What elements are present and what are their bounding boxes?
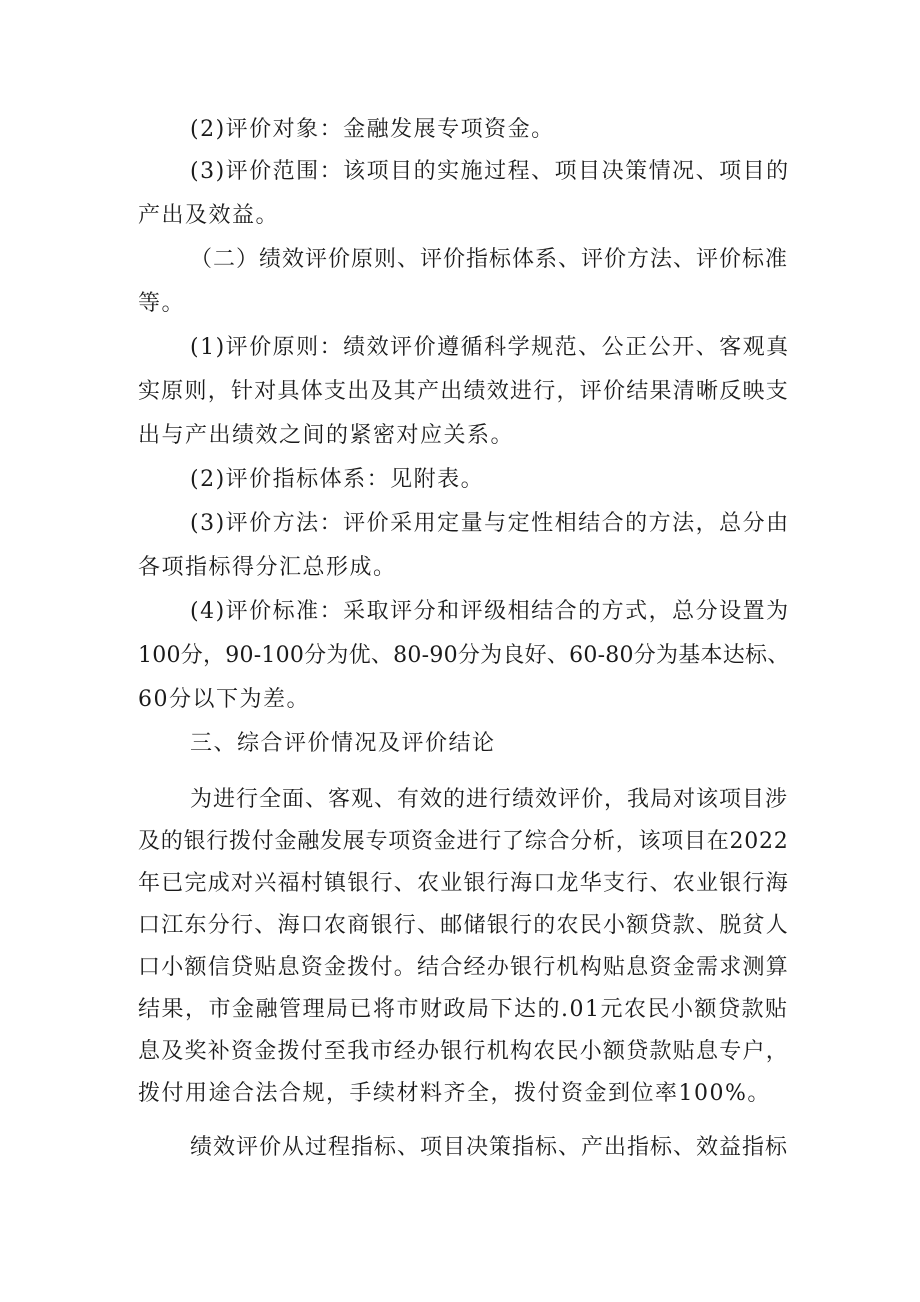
paragraph-eval-standard: (4)评价标准：采取评分和评级相结合的方式，总分设置为 (190, 599, 790, 624)
paragraph-eval-scope-cont: 产出及效益。 (138, 203, 280, 228)
paragraph-conclusion-cont-7: 拨付用途合法合规，手续材料齐全，拨付资金到位率100%。 (138, 1081, 771, 1106)
paragraph-conclusion-cont-3: 口江东分行、海口农商银行、邮储银行的农民小额贷款、脱贫人 (138, 913, 790, 938)
paragraph-eval-standard-cont-2: 60分以下为差。 (138, 687, 310, 712)
section-heading-principles: （二）绩效评价原则、评价指标体系、评价方法、评价标准 (190, 247, 789, 272)
paragraph-eval-scope: (3)评价范围：该项目的实施过程、项目决策情况、项目的 (190, 159, 790, 184)
paragraph-eval-method-cont: 各项指标得分汇总形成。 (138, 555, 397, 580)
paragraph-conclusion-cont-4: 口小额信贷贴息资金拨付。结合经办银行机构贴息资金需求测算 (138, 955, 790, 980)
paragraph-conclusion: 为进行全面、客观、有效的进行绩效评价，我局对该项目涉 (190, 787, 789, 812)
paragraph-performance-indicators: 绩效评价从过程指标、项目决策指标、产出指标、效益指标 (190, 1135, 789, 1160)
section-heading-conclusion: 三、综合评价情况及评价结论 (190, 731, 496, 756)
paragraph-conclusion-cont-1: 及的银行拨付金融发展专项资金进行了综合分析，该项目在2022 (138, 829, 789, 854)
paragraph-eval-standard-cont-1: 100分，90-100分为优、80-90分为良好、60-80分为基本达标、 (138, 643, 790, 668)
paragraph-conclusion-cont-2: 年已完成对兴福村镇银行、农业银行海口龙华支行、农业银行海 (138, 871, 790, 896)
paragraph-principles-cont-2: 出与产出绩效之间的紧密对应关系。 (138, 423, 515, 448)
section-heading-principles-cont: 等。 (138, 291, 186, 316)
paragraph-eval-method: (3)评价方法：评价采用定量与定性相结合的方法，总分由 (190, 511, 790, 536)
paragraph-principles: (1)评价原则：绩效评价遵循科学规范、公正公开、客观真 (190, 335, 790, 360)
paragraph-conclusion-cont-5: 结果，市金融管理局已将市财政局下达的.01元农民小额贷款贴 (138, 997, 789, 1022)
paragraph-indicator-system: (2)评价指标体系：见附表。 (190, 467, 485, 492)
paragraph-eval-object: (2)评价对象：金融发展专项资金。 (190, 117, 555, 142)
paragraph-principles-cont-1: 实原则，针对具体支出及其产出绩效进行，评价结果清晰反映支 (138, 379, 790, 404)
paragraph-conclusion-cont-6: 息及奖补资金拨付至我市经办银行机构农民小额贷款贴息专户， (138, 1039, 790, 1064)
